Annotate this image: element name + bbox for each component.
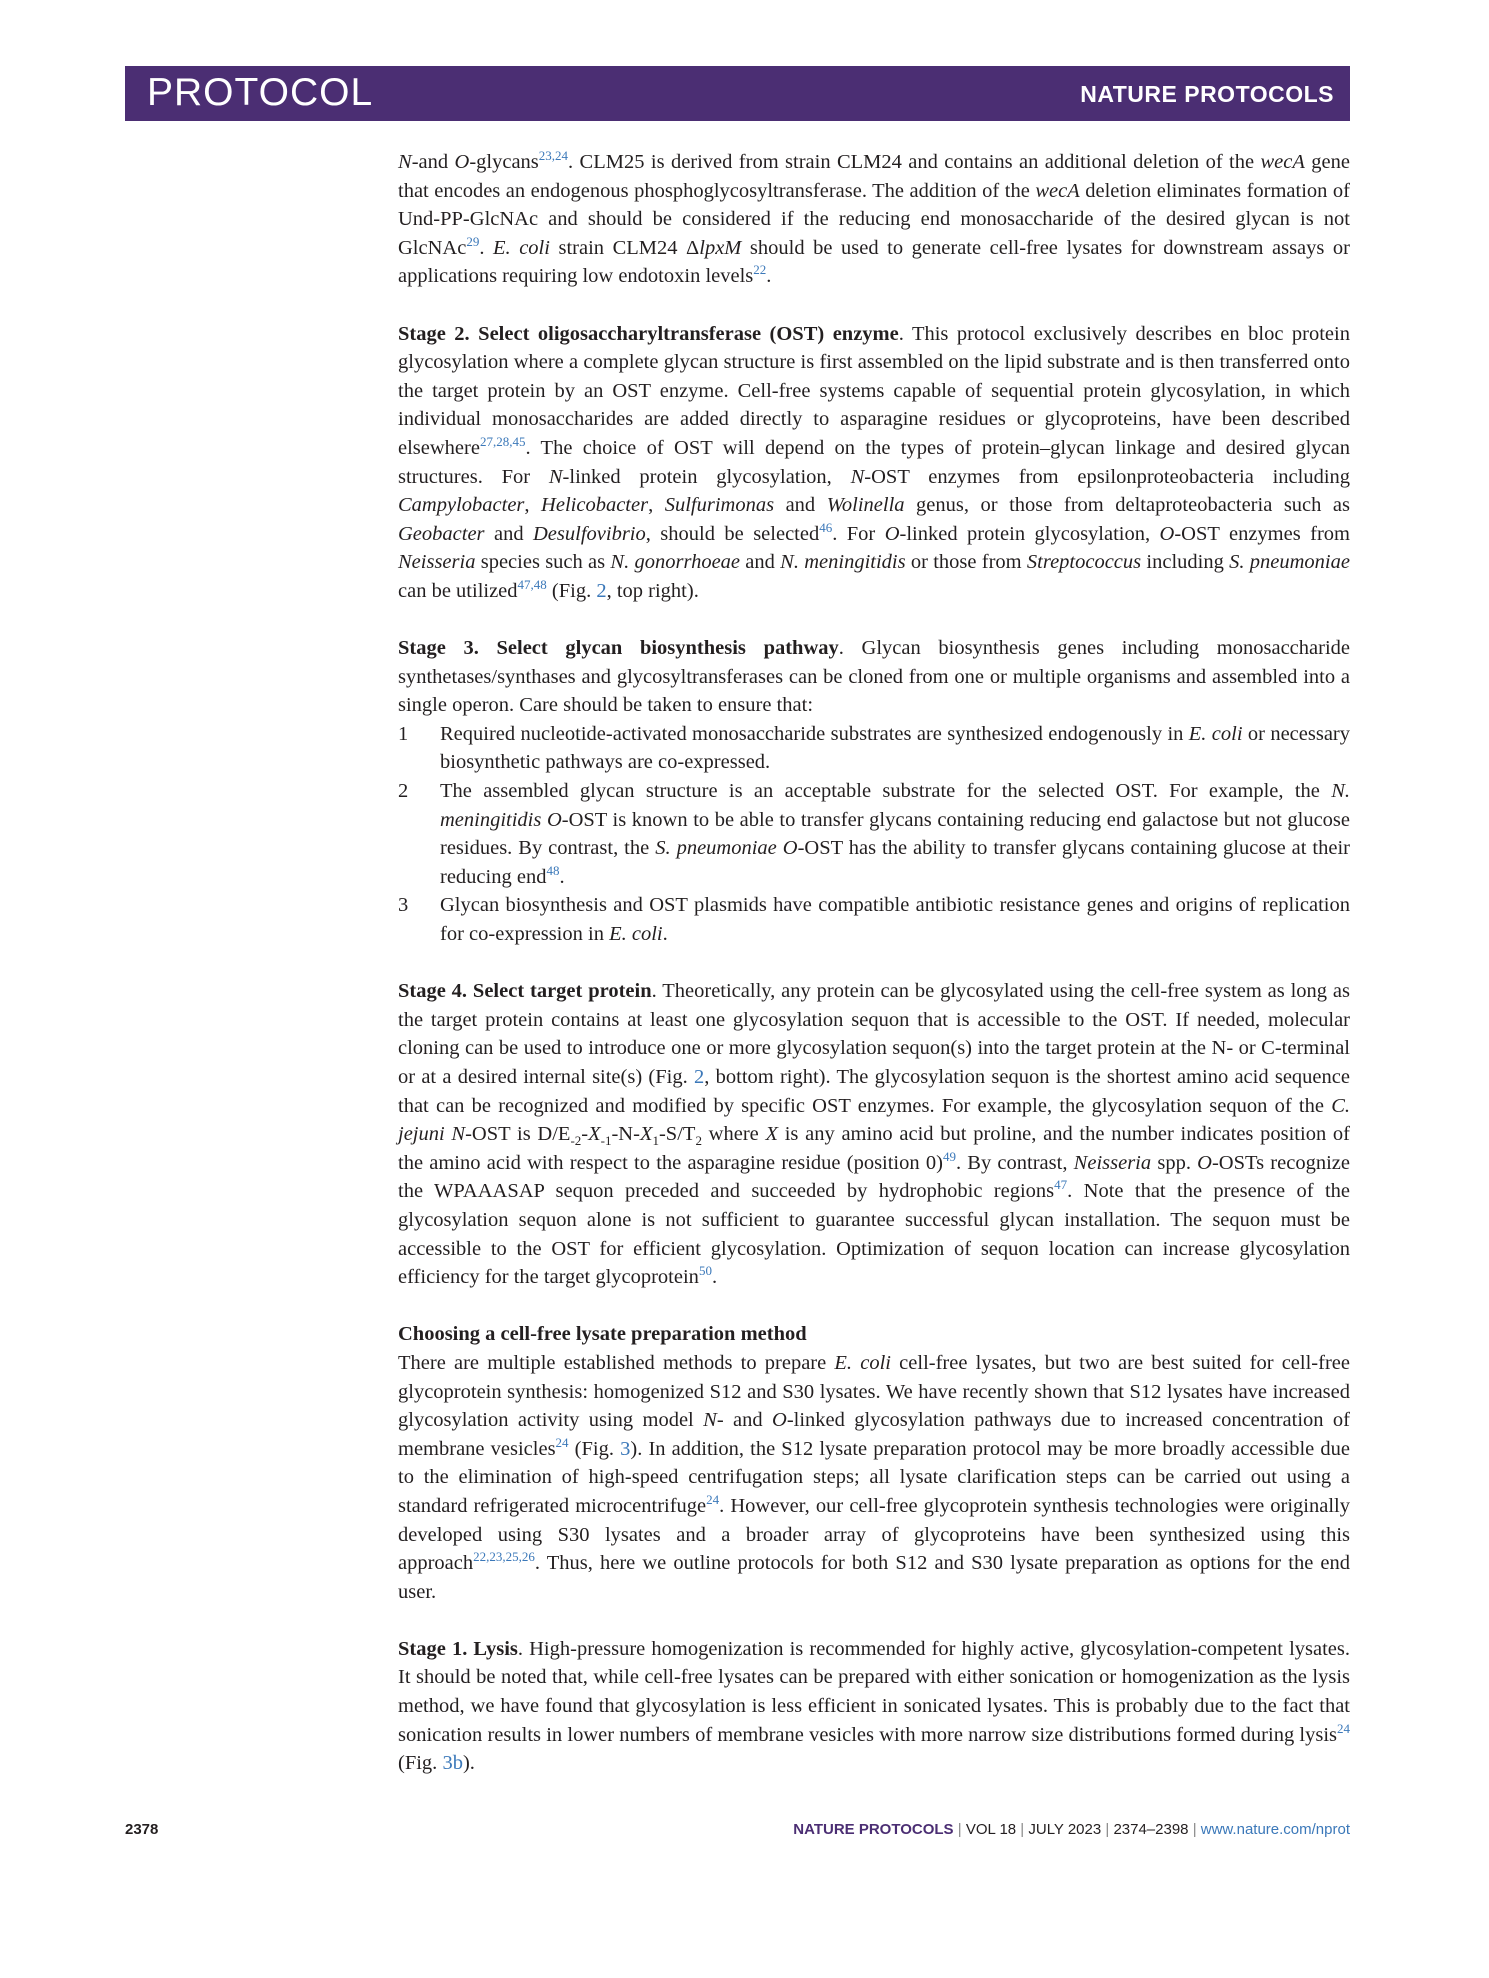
reference-link[interactable]: 22	[753, 262, 767, 278]
reference-link[interactable]: 46	[819, 519, 833, 535]
journal-name: NATURE PROTOCOLS	[1080, 81, 1334, 107]
reference-link[interactable]: 47,48	[517, 577, 547, 593]
reference-link[interactable]: 22,23,25,26	[473, 1549, 535, 1565]
header-banner	[125, 66, 1350, 121]
stage3-heading: Stage 3. Select glycan biosynthesis pathway	[398, 637, 839, 660]
reference-link[interactable]: 29	[466, 233, 480, 249]
page-number: 2378	[125, 1821, 159, 1838]
section-heading-lysate: Choosing a cell-free lysate preparation method	[398, 1323, 807, 1346]
stage3-paragraph: Stage 3. Select glycan biosynthesis pathway. Glycan biosynthesis genes including monosaccharide synthetases/synthases and glycosyltransferases can be cloned from one or multiple organisms and assembled into a single operon. Care should be taken to ensure that:	[398, 637, 1350, 717]
footer-volume: VOL 18	[965, 1821, 1017, 1838]
reference-link[interactable]: 50	[698, 1263, 712, 1279]
stage1-lysis-paragraph: Stage 1. Lysis. High-pressure homogenization is recommended for highly active, glycosylation-competent lysates. It should be noted that, while cell-free lysates can be prepared with either sonication or homogenization as the lysis method, we have found that glycosylation is less efficient in sonicated lysates. This is probably due to the fact that sonication results in lower numbers of membrane vesicles with more narrow size distributions formed during lysis$^{24}$ (Fig. 3b).	[398, 1637, 1350, 1775]
figure-link[interactable]: 3	[620, 1437, 631, 1460]
lysate-paragraph: There are multiple established methods to prepare E. coli cell-free lysates, but two are best suited for cell-free glycoprotein synthesis: homogenized S12 and S30 lysates. We have recently shown that S12 lysates have increased glycosylation activity using model N- and O-linked glycosylation pathways due to increased concentration of membrane vesicles$^{24}$ (Fig. 3). In addition, the S12 lysate preparation protocol may be more broadly accessible due to the elimination of high-speed centrifugation steps; all lysate clarification steps can be carried out using a standard refrigerated microcentrifuge$^{24}$. However, our cell-free glycoprotein synthesis technologies were originally developed using S30 lysates and a broader array of glycoproteins have been synthesized using this approach$^{22,23,25,26}$. Thus, here we outline protocols for both S12 and S30 lysate preparation as options for the end user.	[398, 1351, 1350, 1603]
reference-link[interactable]: 23,24	[538, 148, 569, 164]
section-label: PROTOCOL	[147, 71, 374, 114]
figure-link[interactable]: 2	[693, 1066, 705, 1088]
footer-citation: NATURE PROTOCOLS | VOL 18 | JULY 2023 | 2374–2398 | www.nature.com/nprot	[793, 1821, 1350, 1838]
reference-link[interactable]: 48	[546, 863, 560, 879]
reference-link[interactable]: 24	[706, 1492, 720, 1508]
footer-journal: NATURE PROTOCOLS	[793, 1821, 954, 1838]
intro-paragraph: N-and O-glycans$^{23,24}$. CLM25 is derived from strain CLM24 and contains an additional deletion of the wecA gene that encodes an endogenous phosphoglycosyltransferase. The addition of the wecA deletion eliminates formation of Und-PP-GlcNAc and should be considered if the reducing end monosaccharide of the desired glycan is not GlcNAc$^{29}$. E. coli strain CLM24 ΔlpxM should be used to generate cell-free lysates for downstream assays or applications requiring low endotoxin levels$^{22}$.	[398, 148, 1351, 288]
list-item: 2 The assembled glycan structure is an acceptable substrate for the selected OST. For example, the N. meningitidis O-OST is known to be able to transfer glycans containing reducing end galactose but not glucose residues. By contrast, the S. pneumoniae O-OST has the ability to transfer glycans containing glucose at their reducing end$^{48}$.	[398, 780, 1350, 888]
figure-link[interactable]: 3b	[442, 1752, 463, 1775]
stage3-list	[398, 720, 1350, 949]
article-body	[398, 148, 1350, 1778]
stage2-heading: Stage 2. Select oligosaccharyltransferase (OST) enzyme	[398, 322, 899, 345]
reference-link[interactable]: 47	[1054, 1177, 1068, 1193]
reference-link[interactable]: 24	[555, 1434, 569, 1450]
footer-date: JULY 2023	[1028, 1821, 1102, 1838]
stage4-heading: Stage 4. Select target protein	[398, 980, 652, 1003]
reference-link[interactable]: 49	[942, 1148, 956, 1164]
list-item: 1 Required nucleotide-activated monosaccharide substrates are synthesized endogenously in E. coli or necessary biosynthetic pathways are co-expressed.	[398, 722, 1350, 774]
footer-pages: 2374–2398	[1113, 1821, 1189, 1838]
footer-url-link[interactable]: www.nature.com/nprot	[1200, 1821, 1350, 1838]
figure-link[interactable]: 2	[596, 579, 607, 602]
list-item: 3 Glycan biosynthesis and OST plasmids have compatible antibiotic resistance genes and origins of replication for co-expression in E. coli.	[398, 894, 1350, 946]
stage1-heading: Stage 1. Lysis	[398, 1637, 518, 1660]
reference-link[interactable]: 24	[1337, 1720, 1350, 1736]
stage2-paragraph: Stage 2. Select oligosaccharyltransferase (OST) enzyme. This protocol exclusively describes en bloc protein glycosylation where a complete glycan structure is first assembled on the lipid substrate and is then transferred onto the target protein by an OST enzyme. Cell-free systems capable of sequential protein glycosylation, in which individual monosaccharides are added directly to asparagine residues or glycoproteins, have been described elsewhere$^{27,28,45}$. The choice of OST will depend on the types of protein–glycan linkage and desired glycan structures. For N-linked protein glycosylation, N-OST enzymes from epsilonproteobacteria including Campylobacter, Helicobacter, Sulfurimonas and Wolinella genus, or those from deltaproteobacteria such as Geobacter and Desulfovibrio, should be selected$^{46}$. For O-linked protein glycosylation, O-OST enzymes from Neisseria species such as N. gonorrhoeae and N. meningitidis or those from Streptococcus including S. pneumoniae can be utilized$^{47,48}$ (Fig. 2, top right).	[398, 322, 1351, 602]
reference-link[interactable]: 27,28,45	[479, 434, 526, 450]
stage4-paragraph: Stage 4. Select target protein. Theoretically, any protein can be glycosylated using the cell-free system as long as the target protein contains at least one glycosylation sequon that is accessible to the OST. If needed, molecular cloning can be used to introduce one or more glycosylation sequon(s) into the target protein at the N- or C-terminal or at a desired internal site(s) (Fig. 2, bottom right). The glycosylation sequon is the shortest amino acid sequence that can be recognized and modified by specific OST enzymes. For example, the glycosylation sequon of the C. jejuni N-OST is $D/E_{-2}-X_{-1}-N-X_1-S/T_2$ where X is any amino acid but proline, and the number indicates position of the amino acid with respect to the asparagine residue (position 0)$^{49}$. By contrast, Neisseria spp. O-OSTs recognize the WPAAASAP sequon preceded and succeeded by hydrophobic regions$^{47}$. Note that the presence of the glycosylation sequon alone is not sufficient to guarantee successful glycan installation. The sequon must be accessible to the OST for efficient glycosylation. Optimization of sequon location can increase glycosylation efficiency for the target glycoprotein$^{50}$.	[398, 980, 1351, 1289]
